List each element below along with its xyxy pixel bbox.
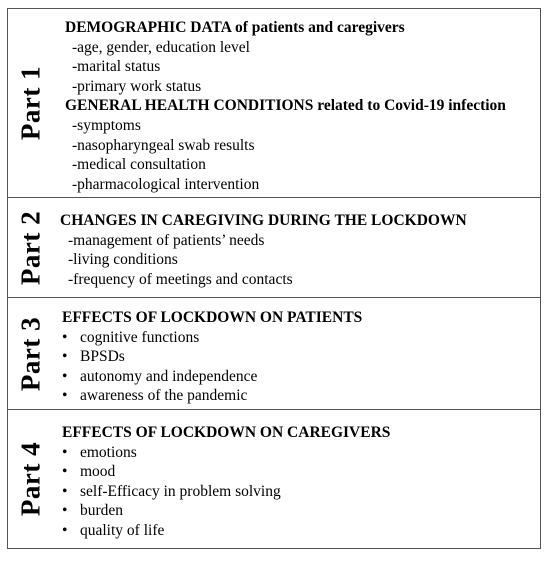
- part-3-row: [8, 297, 540, 409]
- part-4-row: [8, 409, 540, 548]
- part-4-item-mood: • mood: [62, 463, 116, 481]
- part-3-label-cell: [8, 298, 54, 409]
- part-1-item-age: -age, gender, education level: [72, 38, 250, 56]
- part-4-item-self-efficacy: • self-Efficacy in problem solving: [62, 482, 281, 500]
- bullet-icon: •: [62, 348, 68, 366]
- demographic-heading-rest: of patients and caregivers: [231, 19, 405, 36]
- part-1-item-swab: -nasopharyngeal swab results: [72, 136, 255, 154]
- part-4-label-cell: [8, 410, 54, 548]
- study-structure-table: [7, 8, 541, 549]
- part-2-item-meetings: -frequency of meetings and contacts: [68, 270, 293, 288]
- part-1-item-consultation: -medical consultation: [72, 156, 206, 174]
- bullet-icon: •: [62, 463, 68, 481]
- part-2-content: [54, 198, 540, 297]
- bullet-icon: •: [62, 367, 68, 385]
- part-4-item-quality: • quality of life: [62, 521, 165, 539]
- part-1-item-symptoms: -symptoms: [72, 116, 141, 134]
- part-4-label: Part 4: [15, 441, 46, 517]
- part-2-row: [8, 197, 540, 297]
- part-1-content: [54, 9, 540, 197]
- bullet-icon: •: [62, 328, 68, 346]
- part-4-content: [54, 410, 540, 548]
- part-3-content: [54, 298, 540, 409]
- bullet-icon: •: [62, 482, 68, 500]
- part-2-item-needs: -management of patients’ needs: [68, 231, 265, 249]
- part-2-heading: CHANGES IN CAREGIVING DURING THE LOCKDOWN: [60, 212, 467, 229]
- part-1-health-heading: GENERAL HEALTH CONDITIONS related to Covid-19 infection: [65, 97, 506, 115]
- bullet-icon: •: [62, 387, 68, 405]
- part-1-label-cell: [8, 9, 54, 197]
- part-4-item-emotions: • emotions: [62, 443, 137, 461]
- part-3-item-bpsds: • BPSDs: [62, 348, 125, 366]
- part-1-item-pharmacological: -pharmacological intervention: [72, 175, 260, 193]
- part-1-demographic-heading: [54, 18, 540, 38]
- part-1-label: Part 1: [15, 65, 46, 141]
- part-3-label: Part 3: [15, 316, 46, 391]
- part-3-heading: EFFECTS OF LOCKDOWN ON PATIENTS: [62, 309, 363, 326]
- part-1-item-marital: -marital status: [72, 58, 161, 76]
- part-3-item-cognitive: • cognitive functions: [62, 328, 200, 346]
- part-2-label-cell: [8, 198, 54, 297]
- demographic-heading-bold: DEMOGRAPHIC DATA: [65, 19, 232, 36]
- part-4-item-burden: • burden: [62, 502, 124, 520]
- part-2-item-living: -living conditions: [68, 251, 178, 269]
- part-1-row: [8, 9, 540, 197]
- part-4-heading: EFFECTS OF LOCKDOWN ON CAREGIVERS: [62, 424, 391, 441]
- bullet-icon: •: [62, 502, 68, 520]
- part-1-item-work: -primary work status: [72, 77, 202, 95]
- bullet-icon: •: [62, 443, 68, 461]
- bullet-icon: •: [62, 521, 68, 539]
- part-3-item-awareness: • awareness of the pandemic: [62, 387, 248, 405]
- part-3-item-autonomy: • autonomy and independence: [62, 367, 258, 385]
- part-2-label: Part 2: [15, 210, 46, 285]
